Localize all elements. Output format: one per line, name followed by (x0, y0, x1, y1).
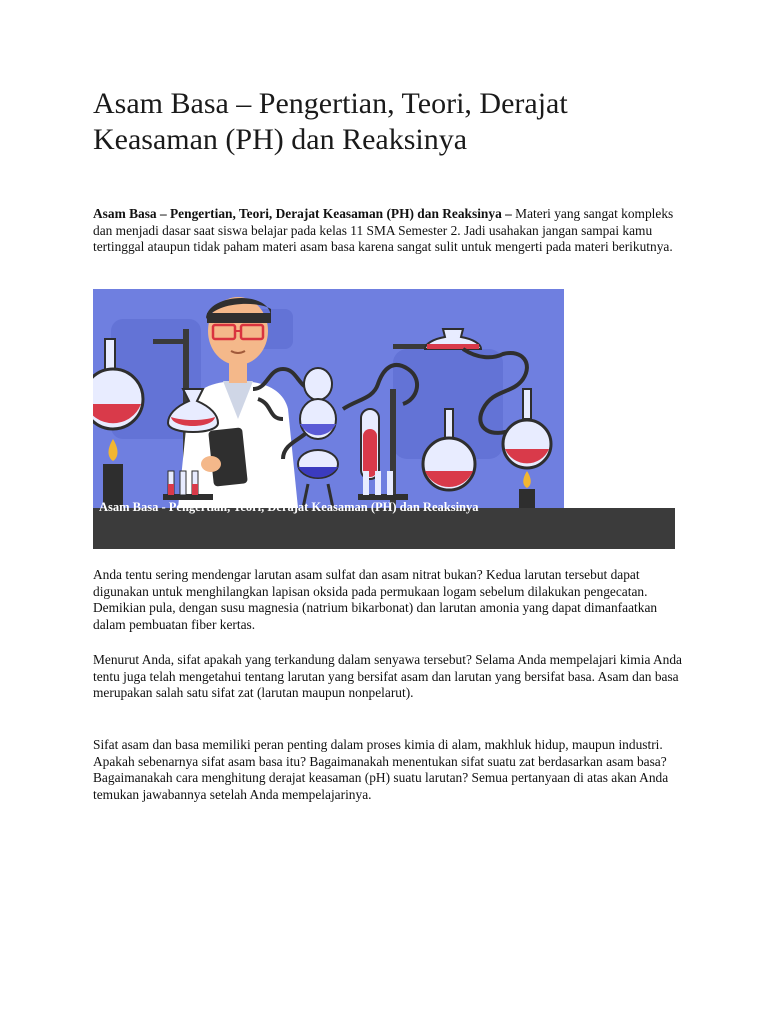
body-paragraph-2: Menurut Anda, sifat apakah yang terkandung dalam senyawa tersebut? Selama Anda mempelajari kimia Anda tentu juga telah mengetahui tentang larutan yang bersifat asam dan larutan yang bersifat basa. Asam dan basa merupakan salah satu sifat zat (larutan maupun nonpelarut). (93, 652, 682, 701)
page-title: Asam Basa – Pengertian, Teori, Derajat Keasaman (PH) dan Reaksinya (93, 87, 568, 156)
intro-text: Materi yang sangat kompleks dan menjadi dasar saat siswa belajar pada kelas 11 SMA Semester 2. Jadi usahakan jangan sampai kamu tertinggal ataupun tidak paham materi asam basa karena sangat sulit untuk mengerti pada materi berikutnya. (93, 206, 674, 255)
intro-paragraph (93, 206, 683, 256)
figure-caption-bar (93, 500, 675, 549)
chemistry-lab-illustration (93, 289, 564, 508)
article-figure (93, 289, 675, 549)
body-paragraph-1: Anda tentu sering mendengar larutan asam sulfat dan asam nitrat bukan? Kedua larutan tersebut dapat digunakan untuk menghilangkan lapisan oksida pada permukaan logam sebelum dilakukan pengecatan. Demikian pula, dengan susu magnesia (natrium bikarbonat) dan larutan amonia yang dapat dimanfaatkan dalam pembuatan fiber kertas. (93, 567, 658, 632)
body-paragraph-3: Sifat asam dan basa memiliki peran penting dalam proses kimia di alam, makhluk hidup, maupun industri. Apakah sebenarnya sifat asam basa itu? Bagaimanakah menentukan sifat suatu zat berdasarkan asam basa? Bagaimanakah cara menghitung derajat keasaman (pH) suatu larutan? Semua pertanyaan di atas akan Anda temukan jawabannya setelah Anda mempelajarinya. (93, 737, 669, 802)
intro-lead: Asam Basa – Pengertian, Teori, Derajat Keasaman (PH) dan Reaksinya – (93, 206, 512, 221)
figure-caption: Asam Basa - Pengertian, Teori, Derajat Keasaman (PH) dan Reaksinya (99, 500, 479, 514)
